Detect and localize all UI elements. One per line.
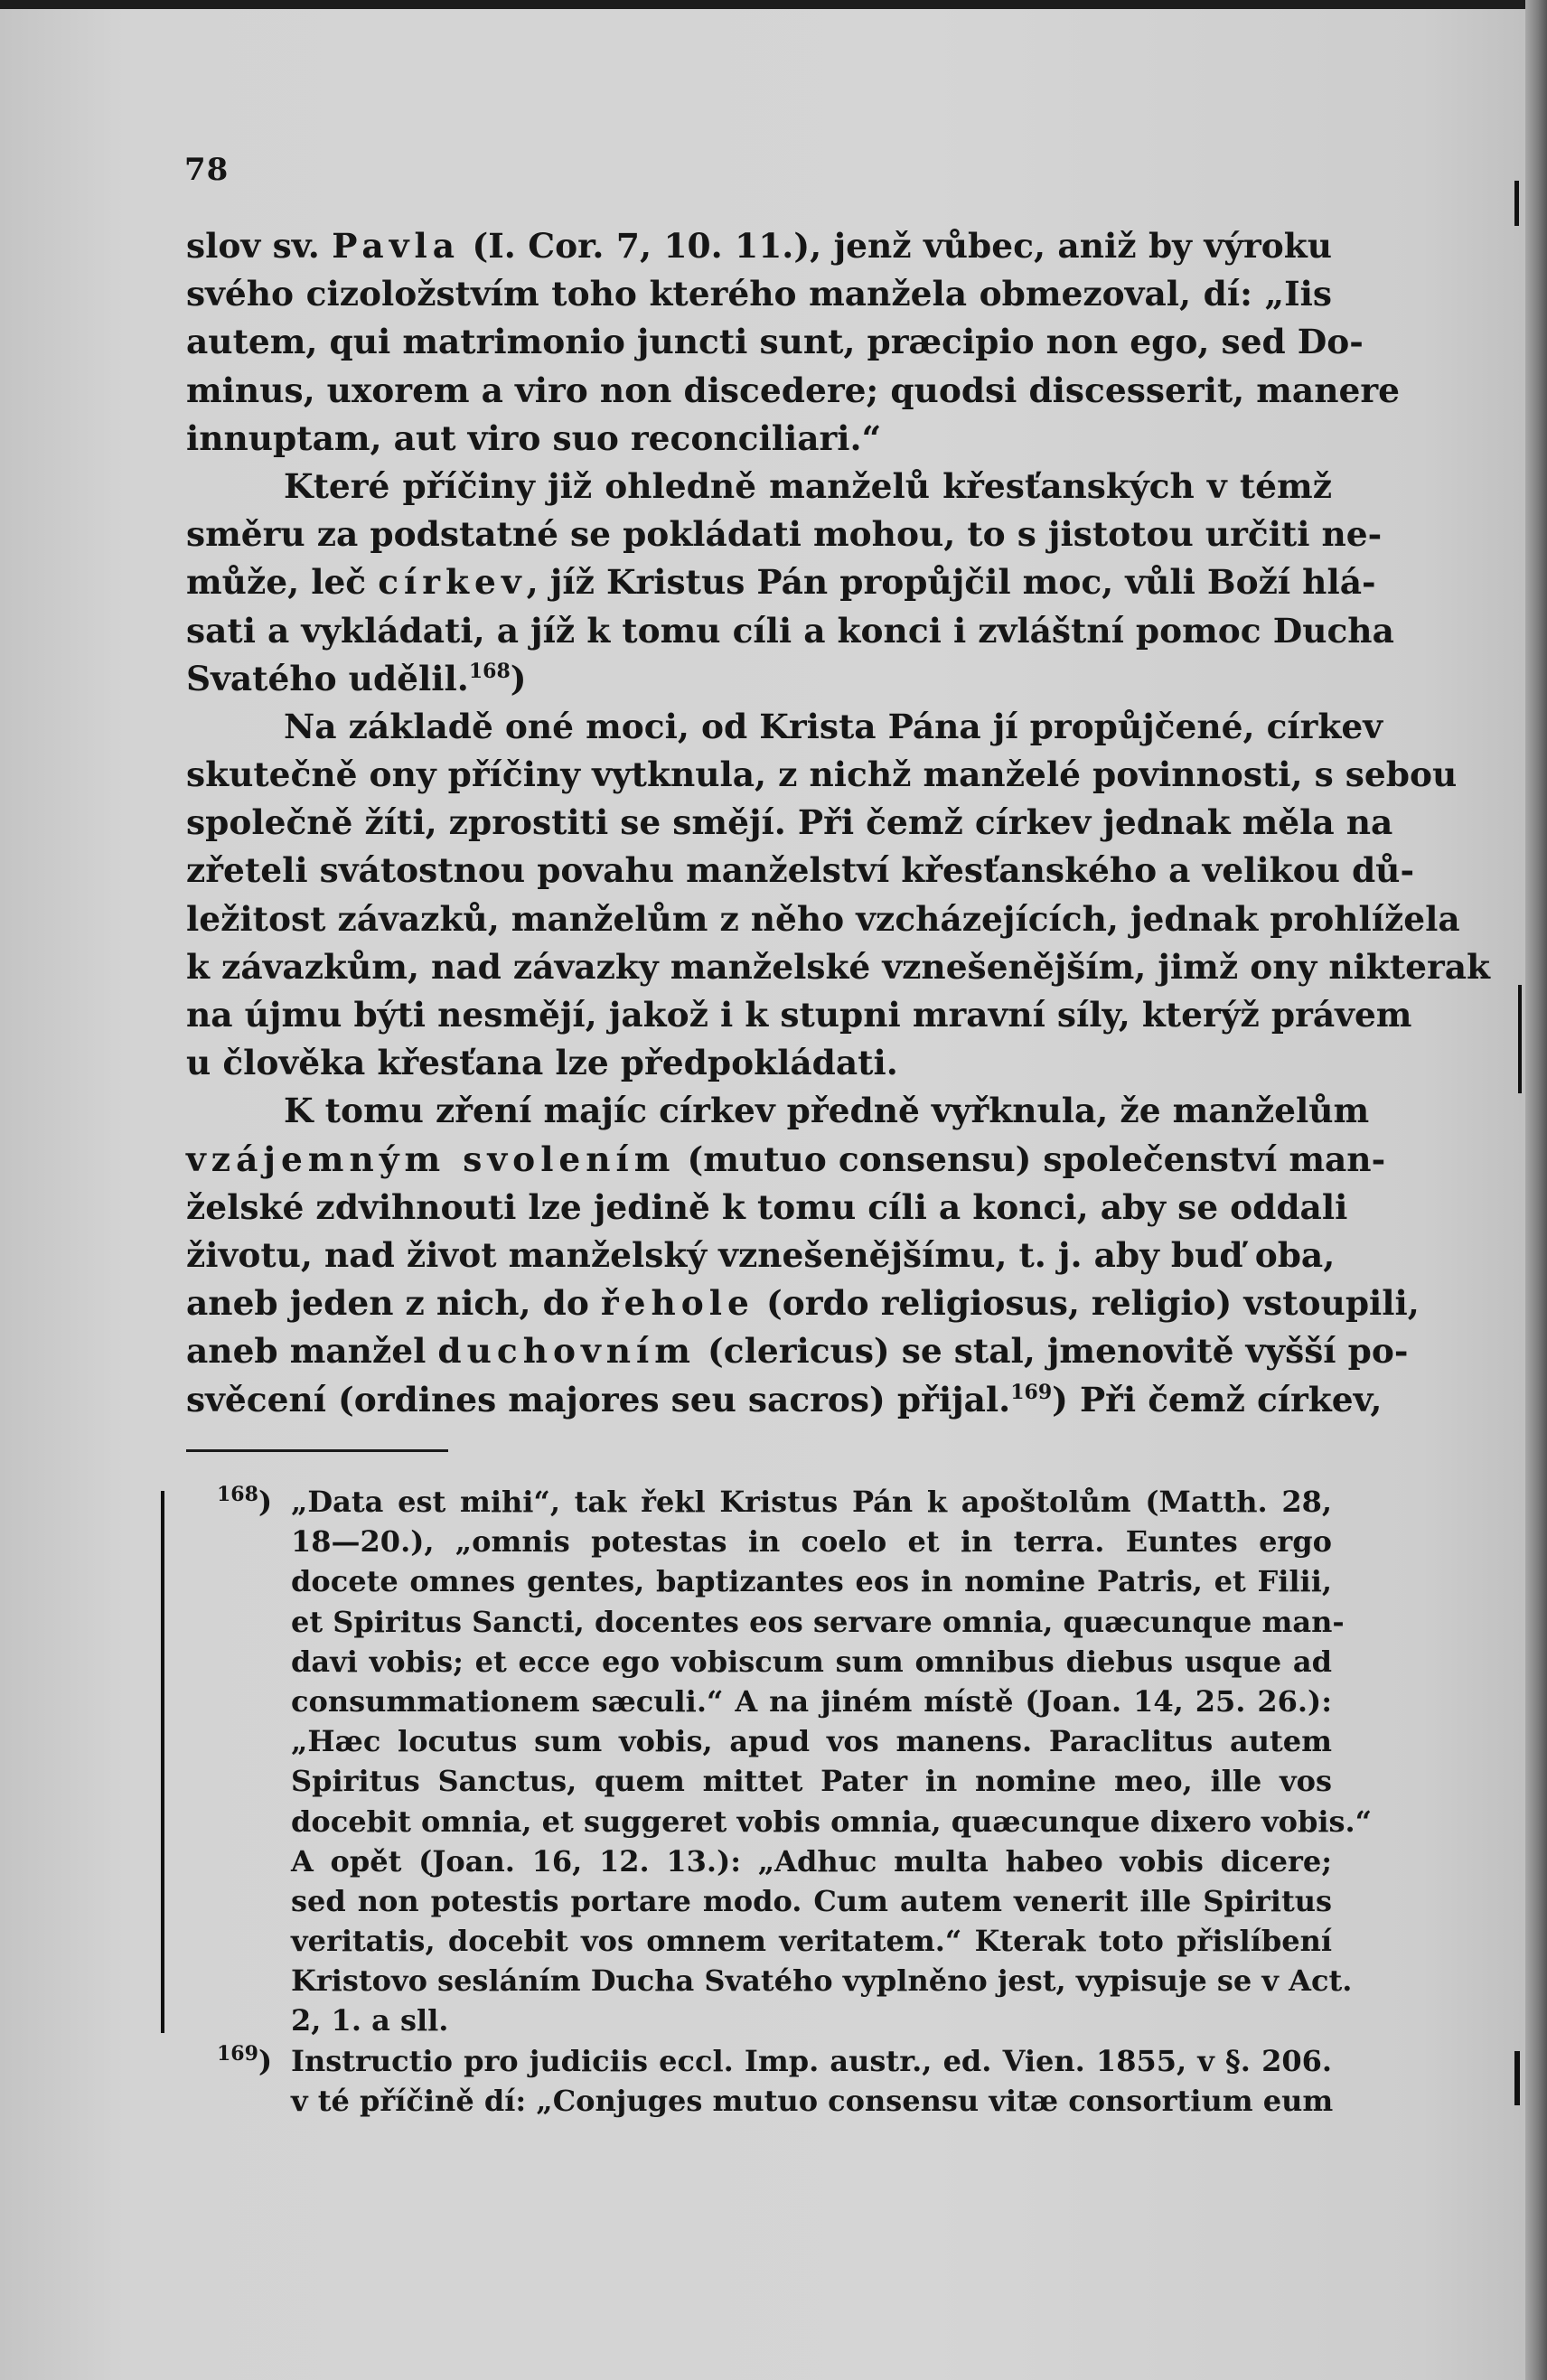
body-line: želské zdvihnouti lze jedině k tomu cíli a konci, aby se oddali [186, 1186, 1348, 1227]
footnote-line: „Data est mihi“, tak řekl Kristus Pán k apoštolům (Matth. 28, $^{168}$) [186, 1482, 1332, 1522]
body-line: innuptam, aut viro suo reconciliari.“ [186, 417, 882, 458]
spaced-emphasis: řehole [600, 1283, 755, 1324]
body-line: svěcení (ordines majores seu sacros) přijal.$^{169}$) Při čemž církev, [186, 1379, 1383, 1420]
footnote-line: et Spiritus Sancti, docentes eos servare omnia, quæcunque man- [291, 1604, 1345, 1639]
margin-mark [1518, 985, 1522, 1093]
footnote-line: 2, 1. a sll. [291, 2003, 449, 2038]
footnote-line: sed non potestis portare modo. Cum autem venerit ille Spiritus [291, 1883, 1332, 1918]
spaced-emphasis: Pavla [332, 226, 461, 266]
footnote-line: docebit omnia, et suggeret vobis omnia, quæcunque dixero vobis.“ [291, 1804, 1373, 1839]
right-page-edge [1525, 0, 1547, 2380]
footnote-line: Kristovo sesláním Ducha Svatého vyplněno jest, vypisuje se v Act. [291, 1963, 1353, 1999]
footnote-number: $^{169}$) [217, 2041, 273, 2078]
footnote-line: veritatis, docebit vos omnem veritatem.“ Kterak toto přislíbení [291, 1924, 1332, 1959]
footnote-margin-bar [161, 1491, 164, 2033]
footnote-line: v té příčině dí: „Conjuges mutuo consensu vitæ consortium eum [291, 2083, 1334, 2118]
footnote-line: Spiritus Sanctus, quem mittet Pater in nomine meo, ille vos [291, 1764, 1332, 1799]
body-line: Svatého udělil.$^{168}$) [186, 658, 527, 698]
footnote-line: A opět (Joan. 16, 12. 13.): „Adhuc multa habeo vobis dicere; [291, 1843, 1332, 1879]
footnote-number: $^{168}$) [217, 1483, 273, 1519]
body-line: svého cizoložstvím toho kterého manžela obmezoval, dí: „Iis [186, 274, 1332, 314]
footnote-line: docete omnes gentes, baptizantes eos in nomine Patris, et Filii, [291, 1564, 1332, 1599]
body-line: vzájemným svolením (mutuo consensu) společenství man- [186, 1138, 1386, 1179]
footnote-reference: 168 [468, 659, 511, 683]
body-line: slov sv. Pavla (I. Cor. 7, 10. 11.), jenž vůbec, aniž by výroku [186, 226, 1332, 266]
body-line: aneb manžel duchovním (clericus) se stal, jmenovitě vyšší po- [186, 1331, 1409, 1372]
body-line: autem, qui matrimonio juncti sunt, præcipio non ego, sed Do- [186, 322, 1364, 362]
body-line: u člověka křesťana lze předpokládati. [186, 1043, 898, 1083]
footnote-separator [186, 1449, 448, 1452]
body-line: může, leč církev, jíž Kristus Pán propůjčil moc, vůli Boží hlá- [186, 562, 1376, 603]
footnote-line: consummationem sæculi.“ A na jiném místě (Joan. 14, 25. 26.): [291, 1683, 1332, 1719]
margin-mark [1514, 181, 1519, 226]
footnote-reference: 169 [1010, 1380, 1053, 1404]
body-line: K tomu zření majíc církev předně vyřknula, že manželům [284, 1091, 1370, 1131]
body-line: Které příčiny již ohledně manželů křesťanských v témž [284, 465, 1332, 506]
body-line: Na základě oné moci, od Krista Pána jí propůjčené, církev [284, 706, 1383, 746]
body-line: ležitost závazků, manželům z něho vzcházejících, jednak prohlížela [186, 898, 1460, 939]
page-number: 78 [184, 152, 230, 188]
spaced-emphasis: církev [378, 562, 527, 603]
footnote-line: Instructio pro judiciis eccl. Imp. austr., ed. Vien. 1855, v §. 206. $^{169}$) [186, 2041, 1332, 2081]
body-line: společně žíti, zprostiti se smějí. Při čemž církev jednak měla na [186, 802, 1393, 843]
footnote-number-text: 169 [217, 2041, 258, 2066]
footnote-line: davi vobis; et ecce ego vobiscum sum omnibus diebus usque ad [291, 1644, 1332, 1679]
top-scan-edge [0, 0, 1547, 9]
spaced-emphasis: vzájemným svolením [186, 1138, 676, 1179]
margin-mark [1514, 2051, 1520, 2105]
footnote-number-text: 168 [217, 1483, 258, 1506]
body-line: na újmu býti nesmějí, jakož i k stupni mravní síly, kterýž právem [186, 995, 1412, 1035]
body-line: sati a vykládati, a jíž k tomu cíli a konci i zvláštní pomoc Ducha [186, 610, 1394, 651]
footnote-line: 18—20.), „omnis potestas in coelo et in terra. Euntes ergo [291, 1524, 1332, 1560]
body-line: směru za podstatné se pokládati mohou, to s jistotou určiti ne- [186, 514, 1383, 555]
body-line: skutečně ony příčiny vytknula, z nichž manželé povinnosti, s sebou [186, 754, 1458, 795]
footnote-line: „Hæc locutus sum vobis, apud vos manens. Paraclitus autem [291, 1724, 1332, 1759]
body-line: k závazkům, nad závazky manželské vznešenějším, jimž ony nikterak [186, 946, 1491, 987]
body-text [186, 222, 1491, 1424]
spaced-emphasis: duchovním [437, 1331, 696, 1372]
body-line: zřeteli svátostnou povahu manželství křesťanského a velikou dů- [186, 850, 1415, 891]
body-line: životu, nad život manželský vznešenějšímu, t. j. aby buď oba, [186, 1234, 1336, 1275]
body-line: aneb jeden z nich, do řehole (ordo religiosus, religio) vstoupili, [186, 1283, 1420, 1324]
body-line: minus, uxorem a viro non discedere; quodsi discesserit, manere [186, 370, 1400, 410]
footnotes [186, 1482, 1373, 2121]
